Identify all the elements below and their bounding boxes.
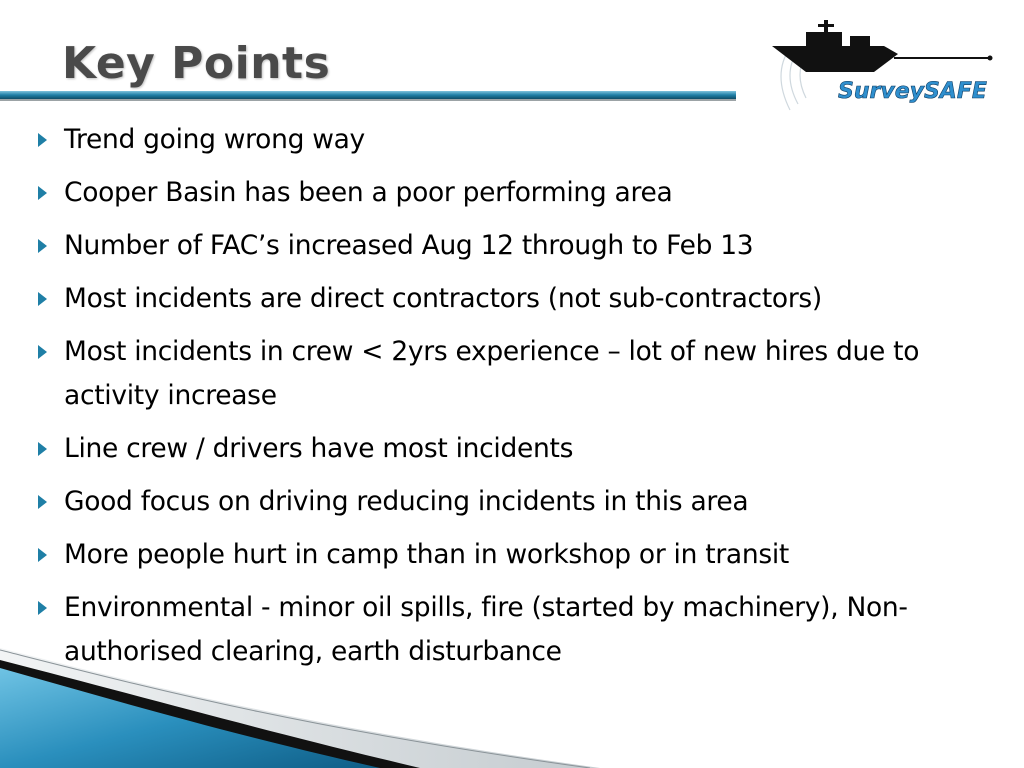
bullet-item — [36, 330, 1011, 418]
bullet-list — [36, 118, 1011, 683]
triangle-bullet-icon — [38, 186, 47, 200]
bullet-text: Environmental - minor oil spills, fire (started by machinery), Non-authorised clearing, earth disturbance — [64, 592, 908, 667]
triangle-bullet-icon — [38, 442, 47, 456]
bullet-item — [36, 533, 1011, 577]
bullet-text: Most incidents in crew < 2yrs experience – lot of new hires due to activity increase — [64, 336, 920, 411]
bullet-text: Most incidents are direct contractors (not sub-contractors) — [64, 283, 822, 314]
bullet-item — [36, 224, 1011, 268]
bullet-item — [36, 118, 1011, 162]
triangle-bullet-icon — [38, 292, 47, 306]
bullet-text: Trend going wrong way — [64, 124, 365, 155]
triangle-bullet-icon — [38, 239, 47, 253]
bullet-text: Number of FAC’s increased Aug 12 through to Feb 13 — [64, 230, 754, 261]
slide-title: Key Points — [62, 38, 331, 89]
triangle-bullet-icon — [38, 601, 47, 615]
bullet-text: Line crew / drivers have most incidents — [64, 433, 574, 464]
triangle-bullet-icon — [38, 133, 47, 147]
bullet-item — [36, 427, 1011, 471]
triangle-bullet-icon — [38, 495, 47, 509]
title-underline — [0, 88, 740, 104]
svg-text:SurveySAFE: SurveySAFE — [838, 79, 987, 104]
bullet-text: More people hurt in camp than in workshop or in transit — [64, 539, 790, 570]
bullet-text: Cooper Basin has been a poor performing area — [64, 177, 673, 208]
corner-swoosh-decoration — [0, 630, 600, 768]
triangle-bullet-icon — [38, 548, 47, 562]
bullet-text: Good focus on driving reducing incidents in this area — [64, 486, 749, 517]
bullet-item — [36, 171, 1011, 215]
triangle-bullet-icon — [38, 345, 47, 359]
surveysafe-logo — [766, 14, 996, 124]
bullet-item — [36, 277, 1011, 321]
bullet-item — [36, 480, 1011, 524]
